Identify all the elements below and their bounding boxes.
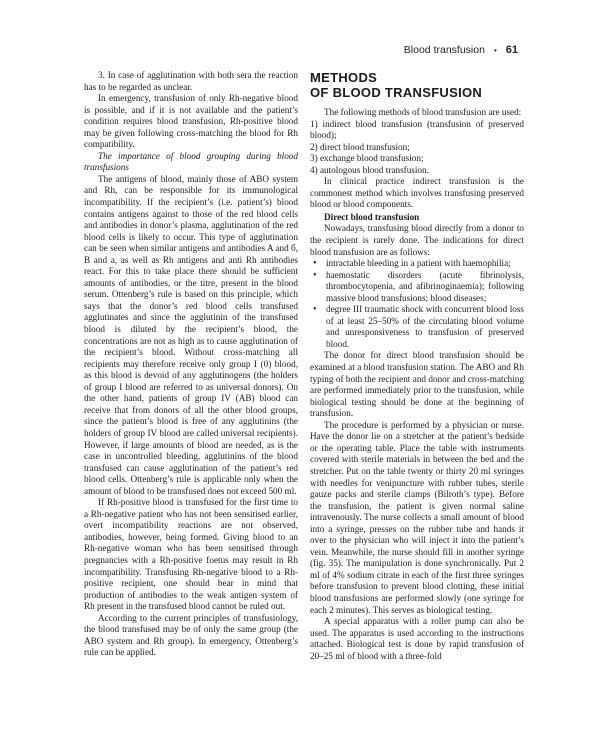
subsection-title: The importance of blood grouping during blood transfusions xyxy=(84,150,298,173)
paragraph: Nowadays, transfusing blood directly from a donor to the recipient is rarely done. The indications for direct blood transfusion are as follows: xyxy=(310,223,524,257)
list-item: • intractable bleeding in a patient with haemophilia; xyxy=(310,258,524,270)
indications-list xyxy=(310,258,524,350)
list-item: • haemostatic disorders (acute fibrinolysis, thrombocytopenia, and afibrinoginaemia); following massive blood transfusions; blood diseases; xyxy=(310,270,524,305)
method-item: 4) autologous blood transfusion. xyxy=(310,164,429,175)
method-item: 2) direct blood transfusion; xyxy=(310,141,410,152)
left-column xyxy=(84,70,298,659)
paragraph: The following methods of blood transfusion are used: xyxy=(324,107,522,117)
section-heading-line: OF BLOOD TRANSFUSION xyxy=(310,85,483,100)
subsection-title: Direct blood transfusion xyxy=(324,211,420,222)
page-number: 61 xyxy=(505,44,518,56)
paragraph: If Rh-positive blood is transfused for the first time to a Rh-negative patient who has not been sensitised earlier, overt incompatibility reactions are not observed, antibodies, however, being formed. Giving blood to an Rh-negative woman who has been sensitised through pregnancies with a Rh-positive foetus may result in Rh incompatibility. Transfusing Rh-negative blood to a Rh-positive recipient, one should bear in mind that production of antibodies to the weak antigen system of Rh present in the transfused blood cannot be ruled out. xyxy=(84,497,298,612)
header-separator: • xyxy=(493,45,497,55)
running-header xyxy=(404,44,518,56)
paragraph: A special apparatus with a roller pump can also be used. The apparatus is used according to the instructions attached. Biological test is done by rapid transfusion of 20–25 ml of blood with a three-fold xyxy=(310,616,524,661)
paragraph: The antigens of blood, mainly those of ABO system and Rh, can be responsible for its immunological incompatibility. If the recipient’s (i.e. patient’s) blood contains antigens against to those of the red blood cells and antibodies in donor’s plasma, agglutination of the red blood cells is likely to occur. This type of agglutination can be seen when similar antigens and antibodies A and б, B and а, as well as Rh antigens and anti Rh antibodies react. For this to take place there should be sufficient amounts of antibodies, or the titre, present in the blood serum. Ottenberg’s rule is based on this principle, which says that the donor’s red blood cells transfused agglutinates and since the agglutinin of the transfused blood is diluted by the recipient’s blood, the concentrations are not as high as to cause agglutination of the recipient’s blood. Without cross-matching all recipients may therefore receive only group I (0) blood, as this blood is devoid of any agglutinogens (the holders of group I blood are referred to as universal donors). On the other hand, patients of group IV (AB) blood can receive that from donors of all the other blood groups, since the patient’s blood is free of any agglutinins (the holders of group IV blood are called universal recipients). However, if large amounts of blood are needed, as is the case in uncontrolled bleeding, agglutinins of the blood transfused can cause agglutination of the patient’s red blood cells. Ottenberg’s rule is applicable only when the amount of blood to be transfused does not exceed 500 ml. xyxy=(84,173,298,496)
list-item: • degree III traumatic shock with concurrent blood loss of at least 25–50% of the circulating blood volume and unresponsiveness to transfusion of preserved blood. xyxy=(310,304,524,350)
method-item: 3) exchange blood transfusion; xyxy=(310,153,424,164)
paragraph: According to the current principles of transfusiology, the blood transfused may be of only the same group (the ABO system and Rh group). In emergency, Ottenberg’s rule can be applied. xyxy=(84,612,298,658)
paragraph: The procedure is performed by a physician or nurse. Have the donor lie on a stretcher at the patient’s bedside or the operating table. Place the table with instruments covered with sterile materials in between the bed and the stretcher. Put on the table twenty or thirty 20 ml syringes with needles for venipuncture with rubber tubes, sterile gauze packs and sterile clamps (Bilroth’s type). Before the transfusion, the patient is given normal saline intravenously. The nurse collects a small amount of blood into a syringe, presses on the rubber tube and hands it over to the physician who will inject it into the patient’s vein. Meanwhile, the nurse should fill in another syringe (fig. 35). The manipulation is done synchronically. Put 2 ml of 4% sodium citrate in each of the first three syringes before transfusion to prevent blood clotting, these initial blood transfusions are performed slowly (one syringe for each 2 minutes). This serves as biological testing. xyxy=(310,419,524,615)
section-heading-line: METHODS xyxy=(310,70,378,85)
paragraph: In clinical practice indirect transfusion is the commonest method which involves transfusing preserved blood or blood components. xyxy=(310,176,524,210)
paragraph: 3. In case of agglutination with both sera the reaction has to be regarded as unclear. xyxy=(84,70,298,92)
running-title: Blood transfusion xyxy=(403,44,485,56)
paragraph: The donor for direct blood transfusion should be examined at a blood transfusion station. The ABO and Rh typing of both the recipient and donor and cross-matching are performed immediately prior to the transfusion, while biological testing should be done at the beginning of transfusion. xyxy=(310,350,524,419)
method-item: 1) indirect blood transfusion (transfusion of preserved blood); xyxy=(310,118,524,141)
section-heading xyxy=(310,70,524,100)
right-column xyxy=(310,70,524,662)
paragraph: In emergency, transfusion of only Rh-negative blood is possible, and if it is not available and the patient’s condition requires blood transfusion, Rh-positive blood may be given following cross-matching the blood for Rh compatibility. xyxy=(84,93,298,150)
